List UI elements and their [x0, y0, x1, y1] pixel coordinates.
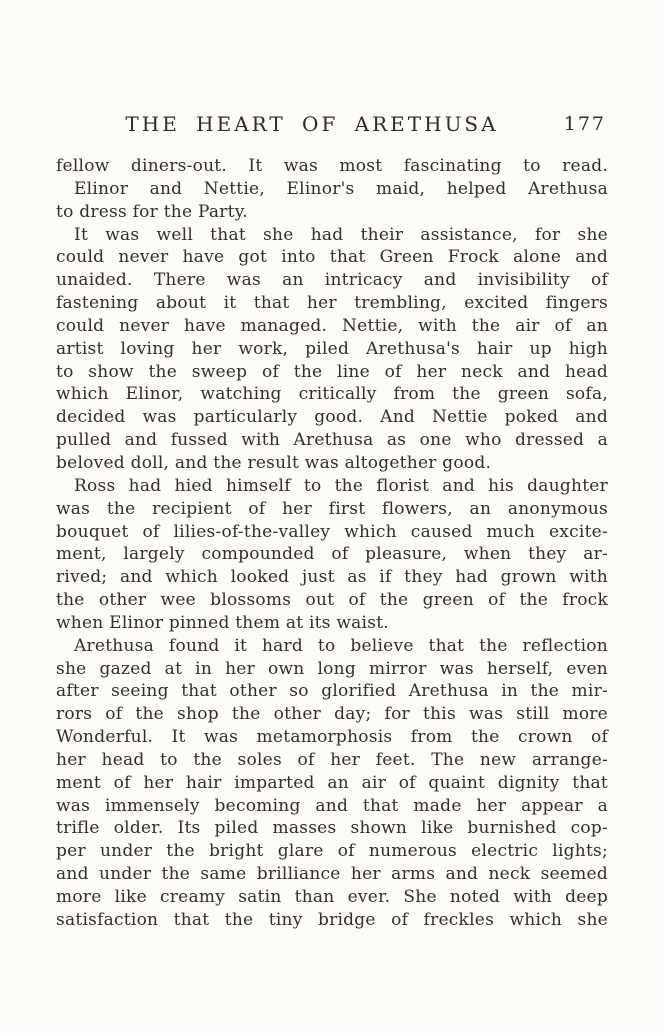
- text-line: beloved doll, and the result was altogether good.: [56, 452, 492, 473]
- text-line: could never have managed. Nettie, with the air of an: [56, 315, 608, 336]
- text-line: per under the bright glare of numerous electric lights;: [56, 841, 608, 862]
- text-line: pulled and fussed with Arethusa as one who dressed a: [56, 430, 608, 451]
- text-line: unaided. There was an intricacy and invisibility of: [56, 270, 608, 291]
- text-line: Elinor and Nettie, Elinor's maid, helped Arethusa: [74, 178, 608, 199]
- text-line: ment of her hair imparted an air of quaint dignity that: [56, 772, 608, 793]
- text-line: rived; and which looked just as if they had grown with: [56, 567, 608, 588]
- text-line: when Elinor pinned them at its waist.: [56, 612, 389, 633]
- text-line: after seeing that other so glorified Arethusa in the mir-: [56, 681, 608, 702]
- text-line: was the recipient of her first flowers, an anonymous: [56, 498, 608, 519]
- text-line: artist loving her work, piled Arethusa's hair up high: [56, 338, 608, 359]
- text-line: satisfaction that the tiny bridge of freckles which she: [56, 909, 608, 930]
- text-line: rors of the shop the other day; for this was still more: [56, 704, 608, 725]
- page-title: THE HEART OF ARETHUSA: [125, 112, 499, 136]
- text-line: Ross had hied himself to the florist and his daughter: [74, 475, 608, 496]
- text-line: bouquet of lilies-of-the-valley which caused much excite-: [56, 521, 608, 542]
- text-line: ment, largely compounded of pleasure, when they ar-: [56, 544, 608, 565]
- text-line: fastening about it that her trembling, excited fingers: [56, 293, 608, 314]
- text-line: Arethusa found it hard to believe that the reflection: [74, 635, 608, 656]
- text-line: to show the sweep of the line of her neck and head: [56, 361, 608, 382]
- page-number: 177: [563, 113, 606, 135]
- text-line: more like creamy satin than ever. She noted with deep: [56, 887, 608, 907]
- text-line: the other wee blossoms out of the green of the frock: [56, 590, 608, 611]
- text-line: which Elinor, watching critically from the green sofa,: [56, 384, 608, 405]
- text-line: to dress for the Party.: [56, 201, 248, 222]
- text-line: It was well that she had their assistance, for she: [74, 224, 608, 245]
- text-line: fellow diners-out. It was most fascinating to read.: [56, 156, 608, 176]
- text-block: [56, 112, 608, 932]
- text-line: could never have got into that Green Frock alone and: [56, 247, 608, 268]
- running-header: [56, 112, 608, 136]
- text-line: was immensely becoming and that made her appear a: [56, 795, 608, 816]
- text-line: her head to the soles of her feet. The new arrange-: [56, 749, 608, 770]
- text-line: trifle older. Its piled masses shown like burnished cop-: [56, 818, 608, 839]
- text-line: she gazed at in her own long mirror was herself, even: [56, 658, 608, 679]
- page-body: [56, 155, 608, 932]
- text-line: and under the same brilliance her arms and neck seemed: [56, 864, 608, 885]
- text-line: decided was particularly good. And Nettie poked and: [56, 407, 608, 428]
- text-line: Wonderful. It was metamorphosis from the crown of: [56, 727, 608, 748]
